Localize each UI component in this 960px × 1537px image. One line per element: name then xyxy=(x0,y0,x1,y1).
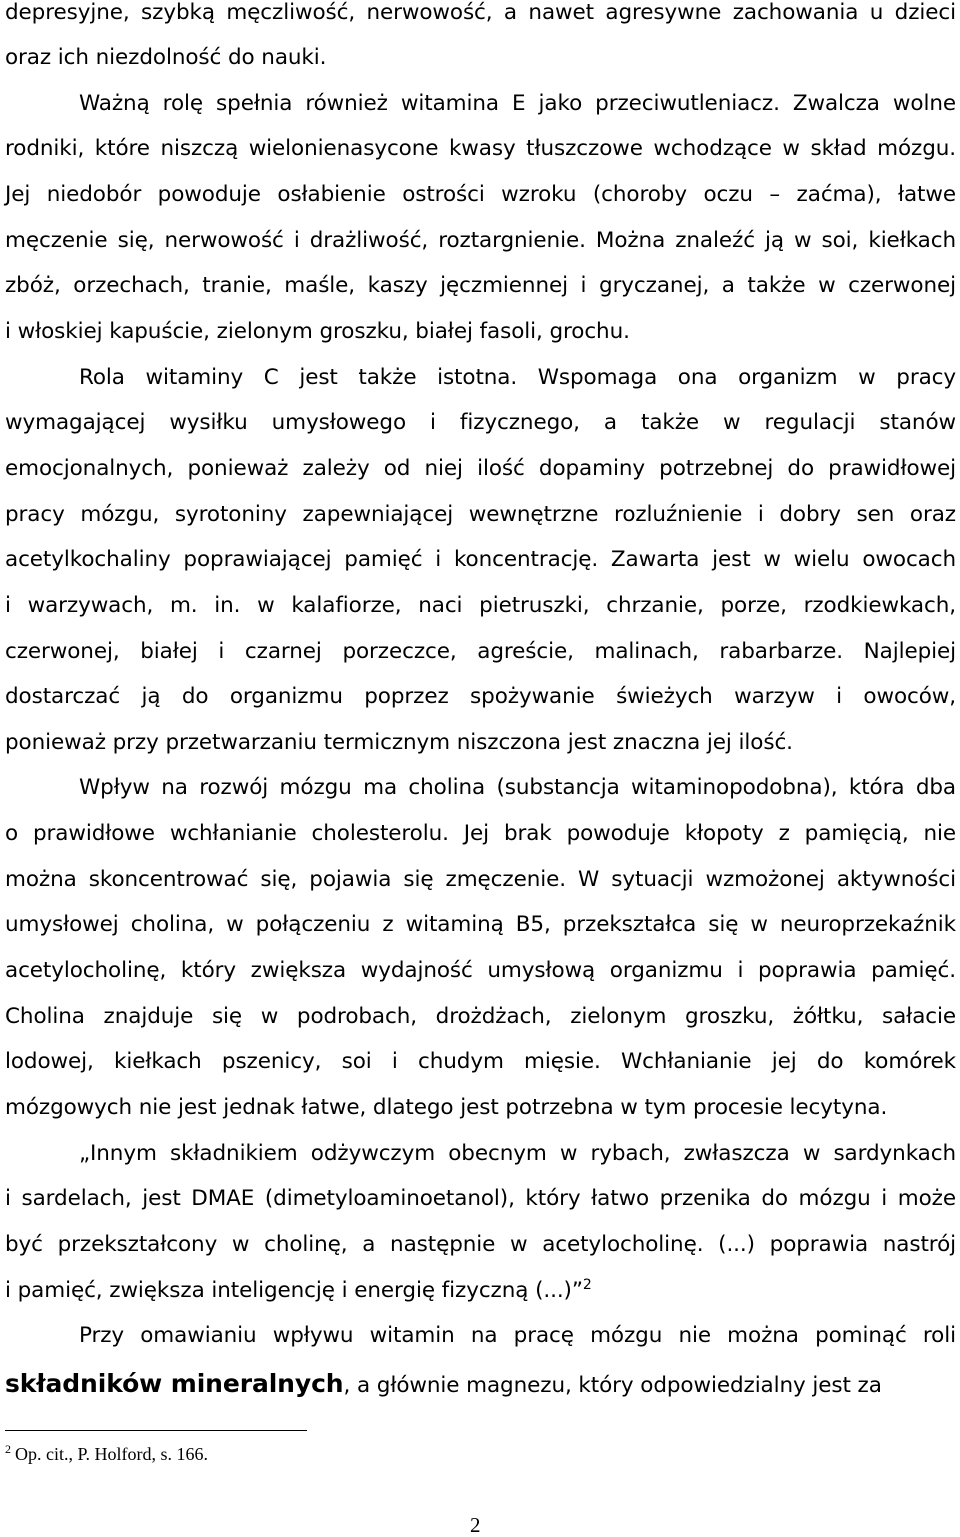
quote-line-last xyxy=(5,1277,956,1305)
quote-line: „Innym składnikiem odżywczym obecnym w rybach, zwłaszcza w sardynkach xyxy=(79,1141,956,1166)
text-line: oraz ich niezdolność do nauki. xyxy=(5,45,327,70)
text-line: zbóż, orzechach, tranie, maśle, kaszy jęczmiennej i gryczanej, a także w czerwonej xyxy=(5,273,956,298)
bold-term: składników mineralnych xyxy=(5,1369,344,1398)
quote-text: i pamięć, zwiększa inteligencję i energię fizyczną (...)” xyxy=(5,1278,583,1303)
text-line: dostarczać ją do organizmu poprzez spożywanie świeżych warzyw i owoców, xyxy=(5,684,956,709)
text-line: można skoncentrować się, pojawia się zmęczenie. W sytuacji wzmożonej aktywności xyxy=(5,867,956,892)
text-line: depresyjne, szybką męczliwość, nerwowość, a nawet agresywne zachowania u dzieci xyxy=(5,0,956,25)
text-line: Jej niedobór powoduje osłabienie ostrości wzroku (choroby oczu – zaćma), łatwe xyxy=(5,182,956,207)
text-line: umysłowej cholina, w połączeniu z witaminą B5, przekształca się w neuroprzekaźnik xyxy=(5,912,956,937)
footnote-marker: 2 xyxy=(5,1442,11,1456)
footnote-reference[interactable]: 2 xyxy=(582,1276,592,1293)
text-line: i włoskiej kapuście, zielonym groszku, białej fasoli, grochu. xyxy=(5,319,630,344)
text-line: o prawidłowe wchłanianie cholesterolu. Jej brak powoduje kłopoty z pamięcią, nie xyxy=(5,821,956,846)
text-line: i warzywach, m. in. w kalafiorze, naci pietruszki, chrzanie, porze, rzodkiewkach, xyxy=(5,593,956,618)
text-line: ponieważ przy przetwarzaniu termicznym niszczona jest znaczna jej ilość. xyxy=(5,730,793,755)
footnote-divider xyxy=(5,1430,307,1431)
text-line: męczenie się, nerwowość i drażliwość, roztargnienie. Można znaleźć ją w soi, kiełkach xyxy=(5,228,956,253)
text-line: Rola witaminy C jest także istotna. Wspomaga ona organizm w pracy xyxy=(79,365,956,390)
text-line: acetylocholinę, który zwiększa wydajność umysłową organizmu i poprawia pamięć. xyxy=(5,958,956,983)
text-line: czerwonej, białej i czarnej porzeczce, agreście, malinach, rabarbarze. Najlepiej xyxy=(5,639,956,664)
quote-line: być przekształcony w cholinę, a następnie w acetylocholinę. (...) poprawia nastrój xyxy=(5,1232,956,1257)
quote-line: i sardelach, jest DMAE (dimetyloaminoetanol), który łatwo przenika do mózgu i może xyxy=(5,1186,956,1211)
footnote xyxy=(5,1440,208,1468)
text-line: acetylkochaliny poprawiającej pamięć i koncentrację. Zawarta jest w wielu owocach xyxy=(5,547,956,572)
text-line: Wpływ na rozwój mózgu ma cholina (substancja witaminopodobna), która dba xyxy=(79,775,956,800)
text-line: pracy mózgu, syrotoniny zapewniającej wewnętrzne rozluźnienie i dobry sen oraz xyxy=(5,502,956,527)
text-line: emocjonalnych, ponieważ zależy od niej ilość dopaminy potrzebnej do prawidłowej xyxy=(5,456,956,481)
text-line: wymagającej wysiłku umysłowego i fizycznego, a także w regulacji stanów xyxy=(5,410,956,435)
text-line: lodowej, kiełkach pszenicy, soi i chudym mięsie. Wchłanianie jej do komórek xyxy=(5,1049,956,1074)
text-line: Ważną rolę spełnia również witamina E jako przeciwutleniacz. Zwalcza wolne xyxy=(79,91,956,116)
page-number: 2 xyxy=(470,1513,481,1537)
text-line: mózgowych nie jest jednak łatwe, dlatego jest potrzebna w tym procesie lecytyna. xyxy=(5,1095,888,1120)
text-line: rodniki, które niszczą wielonienasycone kwasy tłuszczowe wchodzące w skład mózgu. xyxy=(5,136,956,161)
footnote-text: Op. cit., P. Holford, s. 166. xyxy=(15,1444,208,1464)
text-line: Cholina znajduje się w podrobach, drożdżach, zielonym groszku, żółtku, sałacie xyxy=(5,1004,956,1029)
text-line-emphasis xyxy=(5,1370,956,1400)
text-continuation: , a głównie magnezu, który odpowiedzialny jest za xyxy=(343,1373,882,1398)
text-line: Przy omawianiu wpływu witamin na pracę mózgu nie można pominąć roli xyxy=(79,1323,956,1348)
